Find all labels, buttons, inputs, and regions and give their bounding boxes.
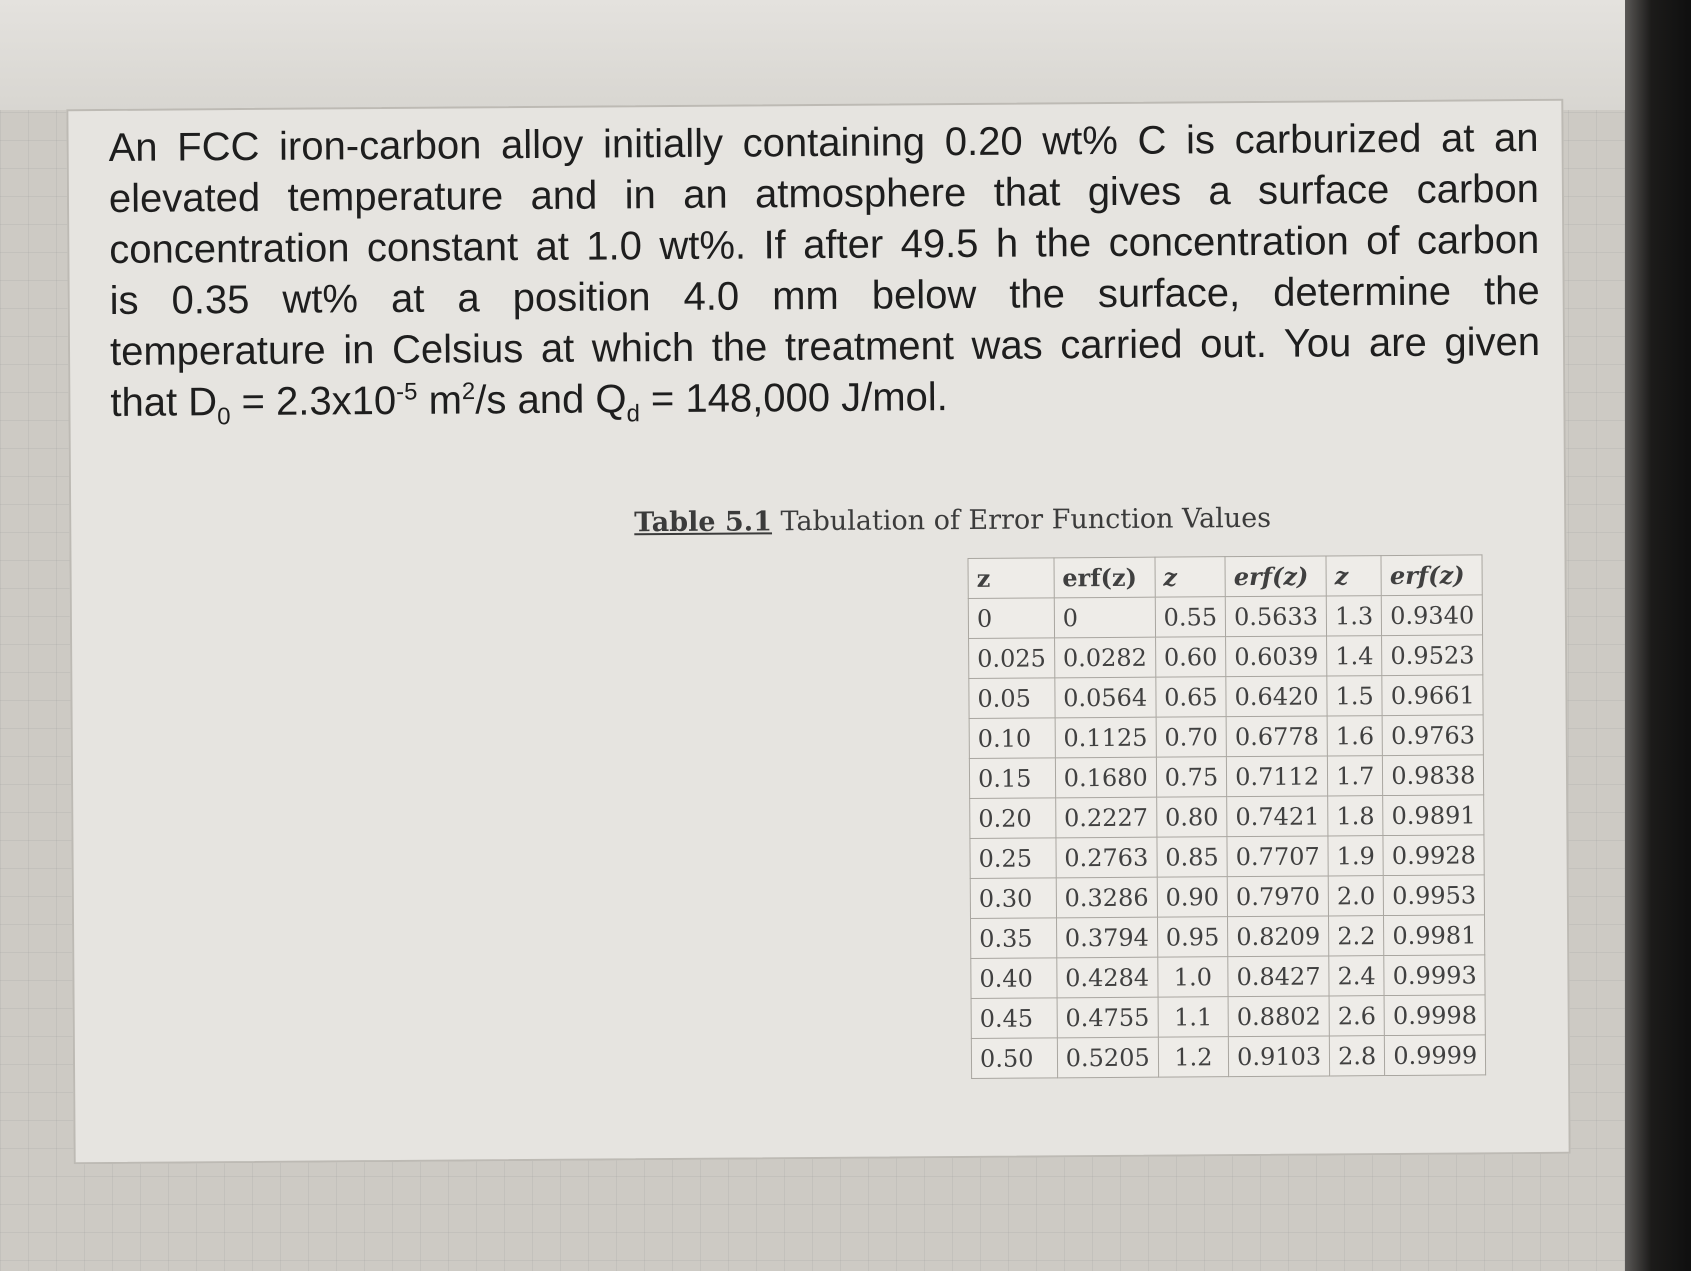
cell-z: 0.20 xyxy=(970,798,1056,839)
cell-erf: 0.4755 xyxy=(1057,997,1158,1038)
cell-z: 2.0 xyxy=(1328,876,1383,916)
table-row xyxy=(969,715,1484,759)
cell-erf: 0.1680 xyxy=(1055,757,1156,798)
cell-erf: 0.8209 xyxy=(1228,916,1329,957)
unit-exponent: 2 xyxy=(461,378,476,406)
cell-erf: 0.3286 xyxy=(1056,877,1157,918)
cell-erf: 0.9340 xyxy=(1382,595,1483,636)
cell-erf: 0.9891 xyxy=(1383,795,1484,836)
cell-erf: 0.1125 xyxy=(1055,717,1156,758)
problem-line-1: An FCC iron-carbon alloy initially containing 0.20 wt% C is carburized at an xyxy=(108,115,1539,170)
header-erf-1: erf(z) xyxy=(1054,557,1155,598)
cell-erf: 0.8802 xyxy=(1228,996,1329,1037)
cell-z: 0.30 xyxy=(970,878,1056,919)
cell-z: 1.7 xyxy=(1328,756,1383,796)
cell-z: 0.40 xyxy=(971,958,1057,999)
text-d0-value: = 2.3x10 xyxy=(230,378,397,425)
cell-erf: 0.9763 xyxy=(1382,715,1483,756)
cell-erf: 0.2227 xyxy=(1055,797,1156,838)
cell-erf: 0.9953 xyxy=(1384,875,1485,916)
cell-z: 1.0 xyxy=(1157,957,1228,997)
table-row xyxy=(969,635,1484,679)
cell-erf: 0.3794 xyxy=(1056,917,1157,958)
cell-z: 0.50 xyxy=(971,1038,1057,1079)
text-qd-value: = 148,000 J/mol. xyxy=(639,375,948,422)
cell-erf: 0.5633 xyxy=(1225,596,1326,637)
background-top xyxy=(0,0,1625,110)
cell-erf: 0.7707 xyxy=(1227,836,1328,877)
table-header-row xyxy=(968,555,1483,599)
cell-erf: 0.7970 xyxy=(1227,876,1328,917)
cell-erf: 0.7112 xyxy=(1227,756,1328,797)
cell-erf: 0.2763 xyxy=(1056,837,1157,878)
cell-z: 0.85 xyxy=(1157,837,1228,877)
cell-erf: 0.9103 xyxy=(1228,1036,1329,1077)
problem-line-4: is 0.35 wt% at a position 4.0 mm below the surface, determine the xyxy=(109,268,1540,323)
cell-erf: 0.6039 xyxy=(1226,636,1327,677)
table-row xyxy=(970,875,1485,919)
cell-z: 0.45 xyxy=(971,998,1057,1039)
cell-erf: 0.9998 xyxy=(1384,995,1485,1036)
cell-erf: 0.4284 xyxy=(1057,957,1158,998)
cell-erf: 0.6778 xyxy=(1226,716,1327,757)
table-row xyxy=(971,1035,1486,1079)
cell-erf: 0.9523 xyxy=(1382,635,1483,676)
table-row xyxy=(970,795,1485,839)
cell-erf: 0.9928 xyxy=(1383,835,1484,876)
header-z-1: z xyxy=(968,558,1054,599)
cell-z: 1.6 xyxy=(1327,716,1382,756)
q-subscript: d xyxy=(626,400,641,428)
cell-erf: 0 xyxy=(1054,597,1155,638)
cell-z: 0.35 xyxy=(971,918,1057,959)
d-subscript: 0 xyxy=(217,403,231,431)
exponent: -5 xyxy=(395,378,418,406)
cell-z: 0.95 xyxy=(1157,917,1228,957)
table-caption xyxy=(634,503,1271,538)
cell-z: 2.6 xyxy=(1329,996,1384,1036)
table-caption-tag: Table 5.1 xyxy=(634,506,773,539)
cell-erf: 0.9999 xyxy=(1385,1035,1486,1076)
table-row xyxy=(971,955,1486,999)
table-row xyxy=(969,755,1484,799)
text-that-d: that D xyxy=(110,380,218,425)
header-erf-3: erf(z) xyxy=(1381,555,1482,596)
table-body xyxy=(968,595,1486,1079)
cell-z: 2.8 xyxy=(1329,1036,1384,1076)
header-erf-2: erf(z) xyxy=(1225,556,1326,597)
cell-z: 0.15 xyxy=(969,758,1055,799)
cell-z: 0.75 xyxy=(1156,757,1227,797)
cell-z: 0 xyxy=(968,598,1054,639)
error-function-table xyxy=(967,554,1486,1079)
cell-z: 0.25 xyxy=(970,838,1056,879)
text-unit-m: m xyxy=(417,378,463,423)
cell-z: 1.8 xyxy=(1328,796,1383,836)
cell-z: 0.55 xyxy=(1155,597,1226,637)
problem-line-2: elevated temperature and in an atmosphere that gives a surface carbon xyxy=(108,166,1540,221)
header-z-2: z xyxy=(1155,557,1226,597)
cell-z: 0.90 xyxy=(1157,877,1228,917)
table-row xyxy=(969,675,1484,719)
cell-erf: 0.0564 xyxy=(1055,677,1156,718)
problem-line-6 xyxy=(110,368,1540,429)
problem-card xyxy=(66,99,1570,1164)
cell-z: 1.5 xyxy=(1327,676,1382,716)
problem-line-3: concentration constant at 1.0 wt%. If after 49.5 h the concentration of carbon xyxy=(109,217,1540,272)
cell-z: 0.025 xyxy=(969,638,1055,679)
text-and-q: /s and Q xyxy=(475,377,627,423)
cell-erf: 0.9838 xyxy=(1383,755,1484,796)
table-row xyxy=(971,915,1486,959)
cell-z: 1.3 xyxy=(1326,596,1381,636)
cell-erf: 0.9661 xyxy=(1382,675,1483,716)
cell-z: 0.60 xyxy=(1155,637,1226,677)
cell-z: 1.4 xyxy=(1327,636,1382,676)
cell-erf: 0.9993 xyxy=(1384,955,1485,996)
cell-z: 0.80 xyxy=(1156,797,1227,837)
cell-z: 1.2 xyxy=(1158,1037,1229,1077)
cell-z: 2.4 xyxy=(1329,956,1384,996)
cell-erf: 0.6420 xyxy=(1226,676,1327,717)
table-row xyxy=(970,835,1485,879)
cell-erf: 0.8427 xyxy=(1228,956,1329,997)
table-row xyxy=(968,595,1483,639)
cell-erf: 0.9981 xyxy=(1384,915,1485,956)
table-caption-text: Tabulation of Error Function Values xyxy=(771,502,1272,538)
header-z-3: z xyxy=(1326,556,1381,596)
cell-z: 0.05 xyxy=(969,678,1055,719)
table-row xyxy=(971,995,1486,1039)
cell-z: 0.65 xyxy=(1156,677,1227,717)
cell-z: 2.2 xyxy=(1329,916,1384,956)
monitor-bezel xyxy=(1625,0,1691,1271)
problem-statement xyxy=(108,113,1540,429)
cell-erf: 0.5205 xyxy=(1057,1037,1158,1078)
cell-erf: 0.0282 xyxy=(1054,637,1155,678)
cell-z: 0.70 xyxy=(1156,717,1227,757)
cell-z: 1.9 xyxy=(1328,836,1383,876)
cell-z: 1.1 xyxy=(1158,997,1229,1037)
problem-line-5: temperature in Celsius at which the treatment was carried out. You are given xyxy=(109,319,1541,374)
cell-erf: 0.7421 xyxy=(1227,796,1328,837)
cell-z: 0.10 xyxy=(969,718,1055,759)
